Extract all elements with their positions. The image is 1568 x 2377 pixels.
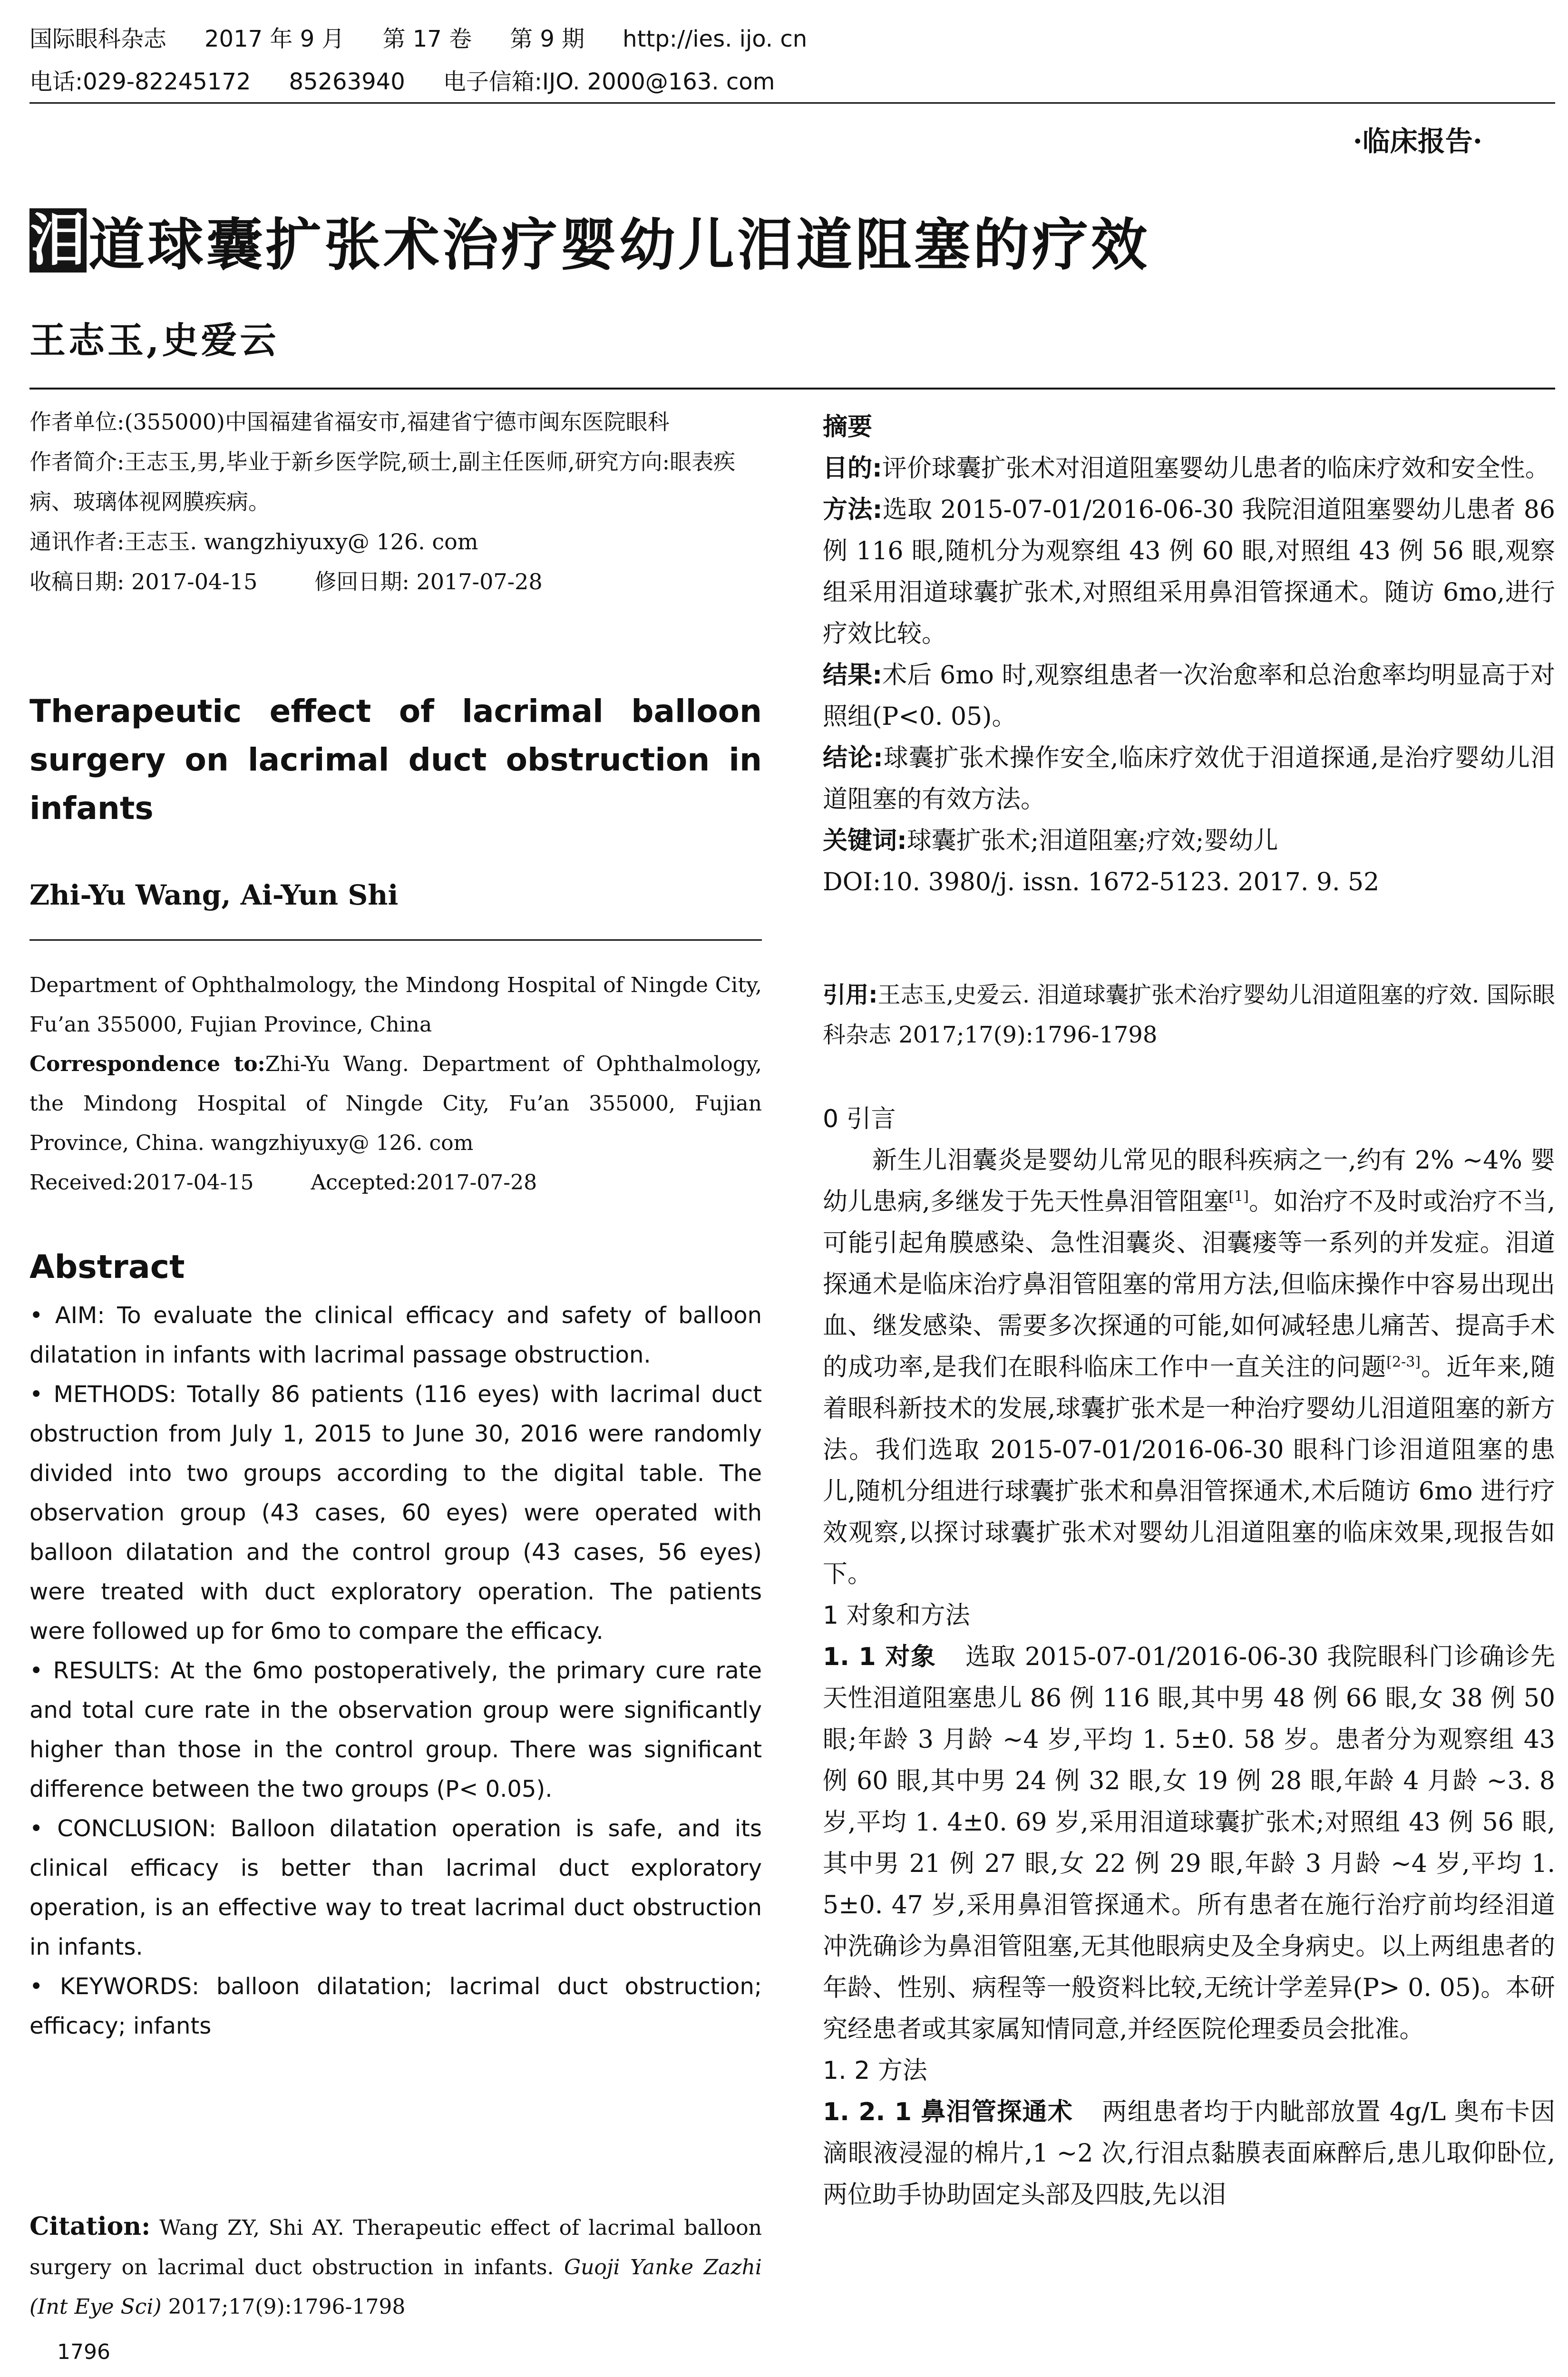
email[interactable]: 电子信箱:IJO. 2000@163. com — [443, 68, 775, 95]
running-header-line1 — [29, 25, 845, 53]
en-authors-rule — [29, 939, 762, 941]
abstract-keywords: • KEYWORDS: balloon dilatation; lacrimal duct obstruction; efficacy; infants — [29, 1973, 762, 2039]
abstract-cn-conclusion: 结论:球囊扩张术操作安全,临床疗效优于泪道探通,是治疗婴幼儿泪道阻塞的有效方法。 — [823, 744, 1556, 814]
article-title-en: Therapeutic effect of lacrimal balloon surgery on lacrimal duct obstruction in infants — [29, 693, 762, 827]
issue-date: 2017 年 9 月 — [205, 26, 345, 52]
abstract-heading: Abstract — [29, 1248, 185, 1286]
phone-2: 85263940 — [289, 68, 405, 95]
subjects-paragraph: 1. 1 对象 选取 2015-07-01/2016-06-30 我院眼科门诊确诊先天性泪道阻塞患儿 86 例 116 眼,其中男 48 例 66 眼,女 38 例 50 眼;年龄 3 月龄 ~4 岁,平均 1. 5±0. 58 岁。患者分为观察组 43 例 60 眼,其中男 24 例 32 眼,女 19 例 28 眼,年龄 4 月龄 ~3. 8 岁,平均 1. 4±0. 69 岁,采用泪道球囊扩张术;对照组 43 例 56 眼,其中男 21 例 27 眼,女 22 例 29 眼,年龄 3 月龄 ~4 岁,平均 1. 5±0. 47 岁,采用鼻泪管探通术。所有患者在施行治疗前均经泪道冲洗确诊为鼻泪管阻塞,无其他眼病史及全身病史。以上两组患者的年龄、性别、病程等一般资料比较,无统计学差异(P> 0. 05)。本研究经患者或其家属知情同意,并经医院伦理委员会批准。 — [823, 1643, 1555, 2044]
abstract-cn-heading: 摘要 — [823, 413, 873, 441]
abstract-cn-results: 结果:术后 6mo 时,观察组患者一次治愈率和总治愈率均明显高于对照组(P<0. 05)。 — [823, 661, 1556, 731]
abstract-cn — [823, 407, 1555, 903]
page-number: 1796 — [57, 2340, 110, 2364]
volume: 第 17 卷 — [382, 26, 472, 52]
intro-heading: 0 引言 — [823, 1105, 896, 1133]
department-en: Department of Ophthalmology, the Mindong Hospital of Ningde City, Fu’an 355000, Fujian Province, China — [29, 973, 762, 1037]
title-rule — [29, 388, 1555, 390]
affiliation: 作者单位:(355000)中国福建省福安市,福建省宁德市闽东医院眼科 — [29, 409, 670, 435]
doi: DOI:10. 3980/j. issn. 1672-5123. 2017. 9. 52 — [823, 868, 1380, 896]
abstract-cn-keywords: 关键词:球囊扩张术;泪道阻塞;疗效;婴幼儿 — [823, 827, 1278, 855]
abstract-results: • RESULTS: At the 6mo postoperatively, the primary cure rate and total cure rate in the observation group were significantly higher than those in the control group. There was significant difference between the two groups (P< 0.05). — [29, 1657, 762, 1802]
correspondence-cn: 通讯作者:王志玉. wangzhiyuxy@ 126. com — [29, 529, 478, 555]
methods-subheading: 1. 2 方法 — [823, 2056, 927, 2085]
intro-paragraph: 新生儿泪囊炎是婴幼儿常见的眼科疾病之一,约有 2% ~4% 婴幼儿患病,多继发于先天性鼻泪管阻塞[1]。如治疗不及时或治疗不当,可能引起角膜感染、急性泪囊炎、泪囊瘘等一系列的并发症。泪道探通术是临床治疗鼻泪管阻塞的常用方法,但临床操作中容易出现出血、继发感染、需要多次探通的可能,如何减轻患儿痛苦、提高手术的成功率,是我们在眼科临床工作中一直关注的问题[2-3]。近年来,随着眼科新技术的发展,球囊扩张术是一种治疗婴幼儿泪道阻塞的新方法。我们选取 2015-07-01/2016-06-30 眼科门诊泪道阻塞的患儿,随机分组进行球囊扩张术和鼻泪管探通术,术后随访 6mo 进行疗效观察,以探讨球囊扩张术对婴幼儿泪道阻塞的临床效果,现报告如下。 — [823, 1146, 1556, 1588]
abstract-methods: • METHODS: Totally 86 patients (116 eyes) with lacrimal duct obstruction from July 1, 2015 to June 30, 2016 were randomly divided into two groups according to the digital table. The observation group (43 cases, 60 eyes) were operated with balloon dilatation and the control group (43 cases, 56 eyes) were treated with duct exploratory operation. The patients were followed up for 6mo to compare the efficacy. — [29, 1381, 762, 1645]
abstract-conclusion: • CONCLUSION: Balloon dilatation operation is safe, and its clinical efficacy is better than lacrimal duct exploratory operation, is an effective way to treat lacrimal duct obstruction in infants. — [29, 1815, 762, 1960]
dates-cn: 收稿日期: 2017-04-15 修回日期: 2017-07-28 — [29, 569, 543, 594]
abstract-cn-methods: 方法:选取 2015-07-01/2016-06-30 我院泪道阻塞婴幼儿患者 86 例 116 眼,随机分为观察组 43 例 60 眼,对照组 43 例 56 眼,观察组采用泪道球囊扩张术,对照组采用鼻泪管探通术。随访 6mo,进行疗效比较。 — [823, 496, 1556, 648]
abstract-cn-aim: 目的:评价球囊扩张术对泪道阻塞婴幼儿患者的临床疗效和安全性。 — [823, 454, 1550, 483]
authors-en: Zhi-Yu Wang, Ai-Yun Shi — [29, 879, 399, 911]
number: 第 9 期 — [510, 26, 585, 52]
article-title-cn — [29, 200, 1150, 281]
methods-heading: 1 对象和方法 — [823, 1601, 970, 1630]
title-initial: 泪 — [29, 207, 86, 273]
body-text — [823, 1099, 1555, 2216]
journal-url[interactable]: http://ies. ijo. cn — [623, 26, 808, 52]
abstract-aim: • AIM: To evaluate the clinical efficacy and safety of balloon dilatation in infants with lacrimal passage obstruction. — [29, 1302, 762, 1368]
authors-cn: 王志玉,史爱云 — [29, 319, 279, 361]
probing-paragraph: 1. 2. 1 鼻泪管探通术 两组患者均于内眦部放置 4g/L 奥布卡因滴眼液浸湿的棉片,1 ~2 次,行泪点黏膜表面麻醉后,患儿取仰卧位,两位助手协助固定头部及四肢,先以泪 — [823, 2098, 1555, 2209]
phone: 电话:029-82245172 — [29, 68, 251, 95]
en-affiliation — [29, 965, 762, 1202]
citation-en: Citation: Wang ZY, Shi AY. Therapeutic effect of lacrimal balloon surgery on lacrimal duct obstruction in infants. Guoji Yanke Zazhi (Int Eye Sci) 2017;17(9):1796-1798 — [29, 2212, 762, 2319]
section-tag: ·临床报告· — [1353, 125, 1482, 157]
header-rule — [29, 102, 1555, 104]
title-rest: 道球囊扩张术治疗婴幼儿泪道阻塞的疗效 — [88, 212, 1150, 278]
author-meta — [29, 402, 762, 602]
abstract-en — [29, 1296, 762, 2046]
journal-name: 国际眼科杂志 — [29, 26, 167, 52]
citation-cn: 引用:王志玉,史爱云. 泪道球囊扩张术治疗婴幼儿泪道阻塞的疗效. 国际眼科杂志 2017;17(9):1796-1798 — [823, 982, 1555, 1048]
dates-en: Received:2017-04-15 Accepted:2017-07-28 — [29, 1170, 537, 1195]
correspondence-en: Correspondence to:Zhi-Yu Wang. Department of Ophthalmology, the Mindong Hospital of Ningde City, Fu’an 355000, Fujian Province, China. wangzhiyuxy@ 126. com — [29, 1052, 762, 1155]
running-header-line2 — [29, 68, 813, 96]
author-bio: 作者简介:王志玉,男,毕业于新乡医学院,硕士,副主任医师,研究方向:眼表疾病、玻璃体视网膜疾病。 — [29, 449, 736, 515]
